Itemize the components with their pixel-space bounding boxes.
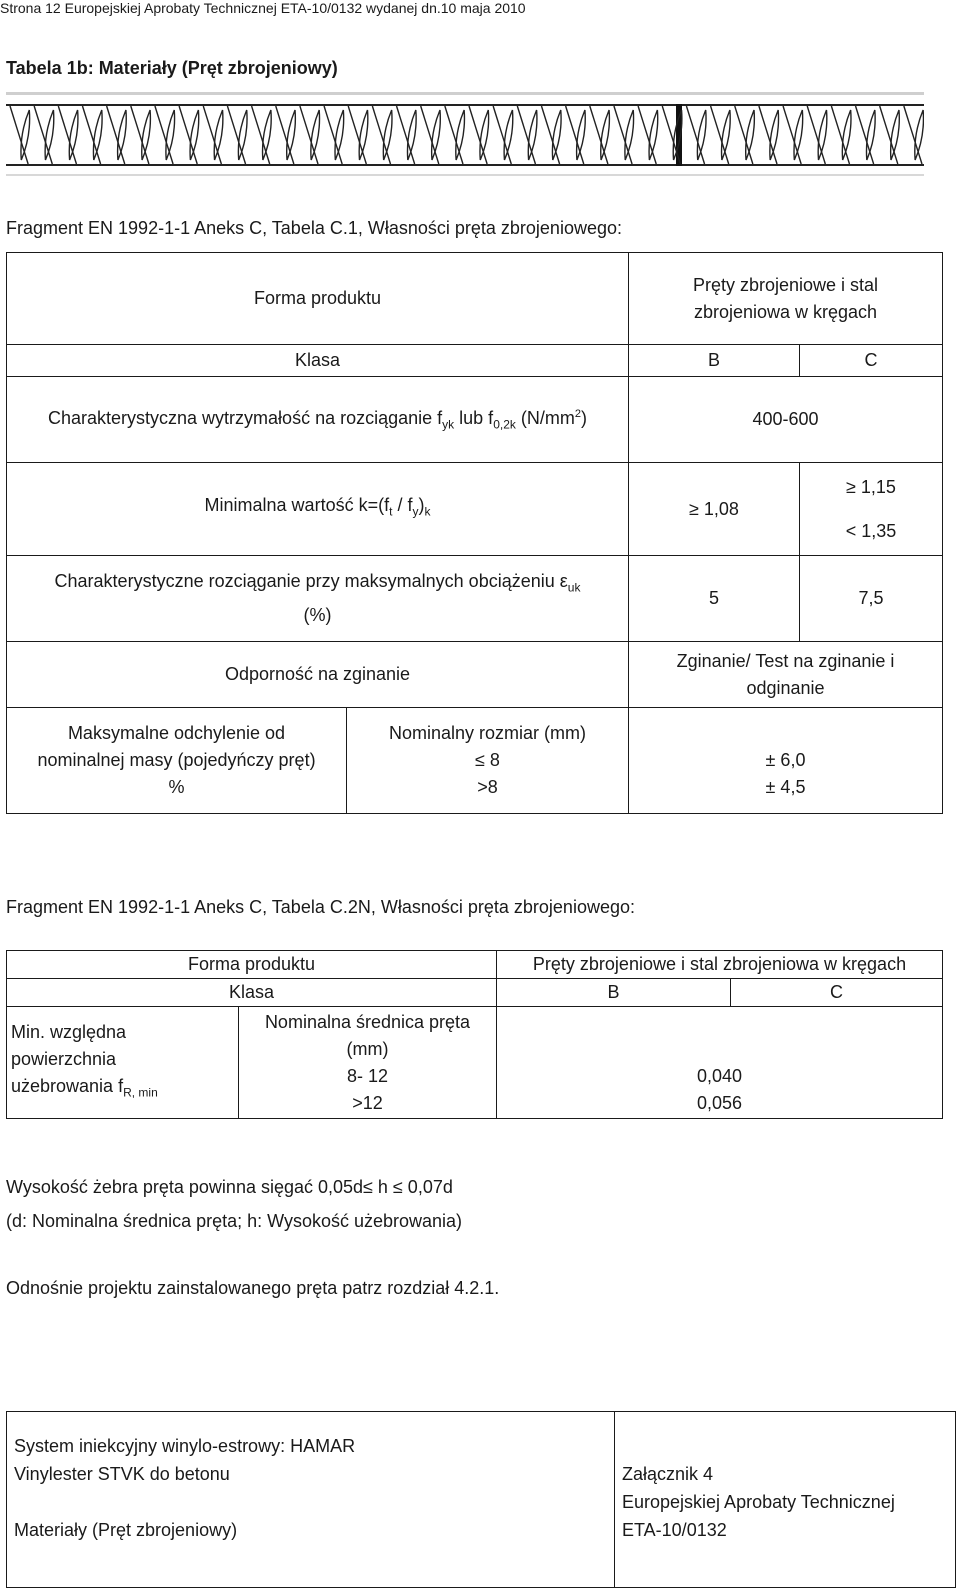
t1-product-form-value: Pręty zbrojeniowe i stal zbrojeniowa w kręgach (629, 253, 943, 345)
rebar-rib-leaf (93, 110, 102, 160)
rebar-rib-leaf (480, 110, 489, 160)
rebar-rib-line (107, 106, 125, 164)
rebar-rib-line (227, 106, 245, 164)
note-legend: (d: Nominalna średnica pręta; h: Wysokość użebrowania) (6, 1211, 463, 1231)
t1-strain-b: 5 (629, 556, 800, 642)
rebar-rib-line (807, 106, 825, 164)
rebar-rib-leaf (915, 110, 924, 160)
t1-tensile-value: 400-600 (629, 377, 943, 463)
t2-values-cell: 0,040 0,056 (497, 1007, 943, 1119)
rebar-rib-leaf (263, 110, 272, 160)
rebar-rib-line (469, 106, 487, 164)
rebar-rib-leaf (456, 110, 465, 160)
rebar-rib-leaf (214, 110, 223, 160)
rebar-rib-line (397, 106, 415, 164)
rebar-rib-line (566, 106, 584, 164)
t2-product-form-value: Pręty zbrojeniowe i stal zbrojeniowa w kręgach (497, 951, 943, 979)
t1-size-cell: Nominalny rozmiar (mm) ≤ 8 >8 (347, 708, 629, 814)
rebar-rib-leaf (649, 110, 658, 160)
rebar-rib-line (82, 106, 100, 164)
rebar-rib-line (252, 106, 270, 164)
page-title: Tabela 1b: Materiały (Pręt zbrojeniowy) (6, 58, 338, 78)
t1-k-c: ≥ 1,15 < 1,35 (800, 463, 943, 556)
rebar-rib-leaf (601, 110, 610, 160)
t1-k-label: Minimalna wartość $k=(f_t / f_y)_k$ (7, 463, 629, 556)
rebar-rib-leaf (311, 110, 320, 160)
rebar-rib-line (904, 106, 922, 164)
table1-caption: Fragment EN 1992-1-1 Aneks C, Tabela C.1, Własności pręta zbrojeniowego: (6, 218, 622, 238)
t1-bend-value: Zginanie/ Test na zginanie i odginanie (629, 642, 943, 708)
rebar-rib-leaf (794, 110, 803, 160)
rebar-rib-line (131, 106, 149, 164)
t1-mass-label: Maksymalne odchylenie od nominalnej masy (pojedyńczy pręt) % (7, 708, 347, 814)
note-rib-height: Wysokość żebra pręta powinna sięgać 0,05d≤ h ≤ 0,07d (6, 1177, 453, 1197)
rebar-rib-line (10, 106, 28, 164)
rebar-rib-line (590, 106, 608, 164)
rebar-rib-line (300, 106, 318, 164)
t1-tensile-label: Charakterystyczna wytrzymałość na rozciąganie $f_{yk}$ lub $f_{0,2k}$ $(N/mm^2)$ (7, 377, 629, 463)
rebar-rib-leaf (770, 110, 779, 160)
t1-deviation-cell: ± 6,0 ± 4,5 (629, 708, 943, 814)
rebar-rib-line (686, 106, 704, 164)
rebar-rib-line (372, 106, 390, 164)
t1-class-label: Klasa (7, 345, 629, 377)
footer-left: System iniekcyjny winylo-estrowy: HAMAR Vinylester STVK do betonu Materiały (Pręt zbrojeniowy) (7, 1412, 615, 1588)
t2-class-b: B (497, 979, 731, 1007)
rebar-rib-leaf (891, 110, 900, 160)
rebar-rib-line (783, 106, 801, 164)
t2-product-form-label: Forma produktu (7, 951, 497, 979)
t1-class-b: B (629, 345, 800, 377)
rebar-rib-line (203, 106, 221, 164)
rebar-rib-leaf (21, 110, 30, 160)
rebar-rib-leaf (625, 110, 634, 160)
rebar-rib-line (735, 106, 753, 164)
rebar-rib-line (493, 106, 511, 164)
rebar-rib-leaf (359, 110, 368, 160)
rebar-rib-line (638, 106, 656, 164)
table2-caption: Fragment EN 1992-1-1 Aneks C, Tabela C.2N, Własności pręta zbrojeniowego: (6, 897, 635, 917)
rebar-rib-leaf (383, 110, 392, 160)
rebar-rib-line (421, 106, 439, 164)
rebar-rib-leaf (287, 110, 296, 160)
rebar-rib-leaf (238, 110, 247, 160)
rebar-rib-line (324, 106, 342, 164)
rebar-upper-line (6, 104, 924, 106)
t1-class-c: C (800, 345, 943, 377)
rebar-rib-line (58, 106, 76, 164)
t2-rib-label: Min. względna powierzchnia użebrowania $f_{R, min}$ (7, 1007, 239, 1119)
rebar-rib-leaf (866, 110, 875, 160)
rebar-rib-line (856, 106, 874, 164)
footer-right: Załącznik 4 Europejskiej Aprobaty Technicznej ETA-10/0132 (615, 1412, 956, 1588)
rebar-ribs (10, 106, 923, 164)
t2-diameter-cell: Nominalna średnica pręta (mm) 8- 12 >12 (239, 1007, 497, 1119)
rebar-rib-leaf (335, 110, 344, 160)
rebar-rib-line (34, 106, 52, 164)
table2 (6, 950, 943, 1119)
rebar-rib-line (517, 106, 535, 164)
t2-class-label: Klasa (7, 979, 497, 1007)
rebar-rib-line (541, 106, 559, 164)
t1-product-form-label: Forma produktu (7, 253, 629, 345)
rebar-rib-leaf (69, 110, 78, 160)
rebar-rib-line (348, 106, 366, 164)
rebar-rib-line (445, 106, 463, 164)
rebar-rib-leaf (432, 110, 441, 160)
rebar-rib-leaf (818, 110, 827, 160)
rebar-rib-leaf (746, 110, 755, 160)
rebar-rib-line (179, 106, 197, 164)
rebar-rib-leaf (697, 110, 706, 160)
rebar-rib-leaf (45, 110, 54, 160)
t1-strain-label: Charakterystyczne rozciąganie przy maksymalnych obciążeniu $\varepsilon_{uk}$ (%) (7, 556, 629, 642)
rebar-rib-line (276, 106, 294, 164)
rebar-rib-line (614, 106, 632, 164)
rebar-rib-line (155, 106, 173, 164)
rebar-rib-leaf (842, 110, 851, 160)
rebar-rib-leaf (166, 110, 175, 160)
rebar-rib-leaf (118, 110, 127, 160)
rebar-top-edge (6, 92, 924, 95)
rebar-rib-line (711, 106, 729, 164)
page-header: Strona 12 Europejskiej Aprobaty Technicznej ETA-10/0132 wydanej dn.10 maja 2010 (0, 0, 526, 16)
t2-class-c: C (731, 979, 943, 1007)
rebar-lower-line (6, 164, 924, 166)
footer-box (6, 1411, 956, 1588)
t1-strain-c: 7,5 (800, 556, 943, 642)
rebar-rib-leaf (722, 110, 731, 160)
rebar-rib-leaf (504, 110, 513, 160)
note-reference: Odnośnie projektu zainstalowanego pręta patrz rozdział 4.2.1. (6, 1278, 500, 1298)
rebar-rib-leaf (142, 110, 151, 160)
rebar-bottom-edge (6, 174, 924, 176)
rebar-rib-leaf (552, 110, 561, 160)
rebar-rib-leaf (577, 110, 586, 160)
table1 (6, 252, 943, 814)
rebar-rib-leaf (528, 110, 537, 160)
rebar-rib-line (759, 106, 777, 164)
rebar-illustration (6, 86, 924, 186)
rebar-rib-line (831, 106, 849, 164)
t1-k-b: ≥ 1,08 (629, 463, 800, 556)
rebar-rib-leaf (190, 110, 199, 160)
t1-bend-label: Odporność na zginanie (7, 642, 629, 708)
rebar-rib-leaf (407, 110, 416, 160)
rebar-rib-line (880, 106, 898, 164)
